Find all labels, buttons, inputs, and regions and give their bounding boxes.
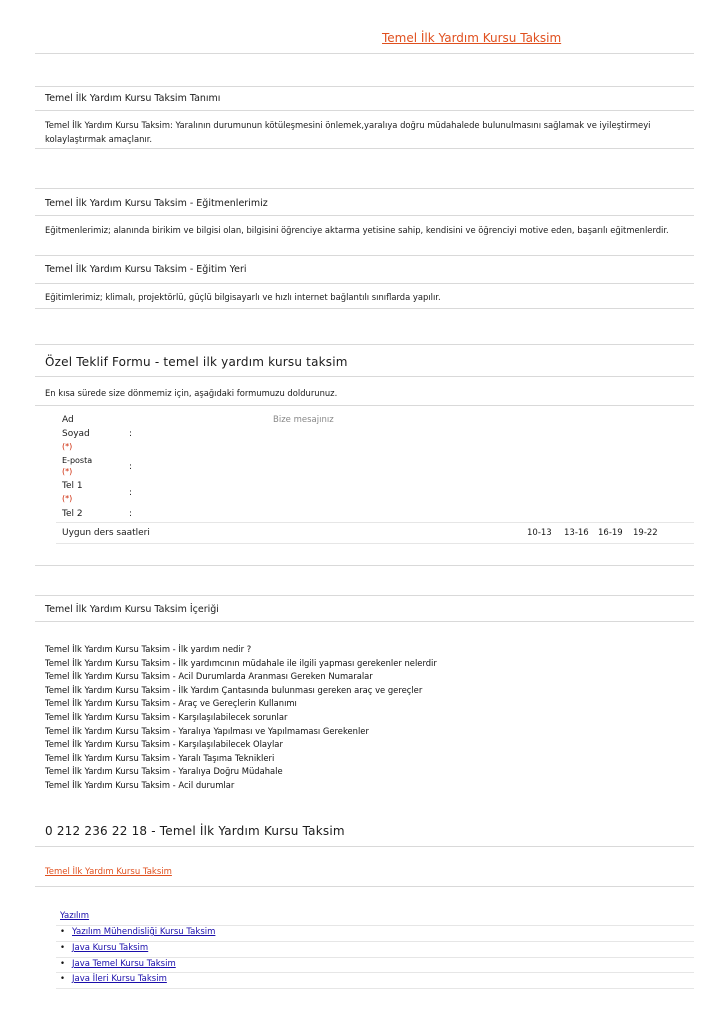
tel1-label: Tel 1 [62, 481, 83, 491]
form-intro: En kısa sürede size dönmemiz için, aşağıdaki formumuzu doldurunuz. [45, 388, 338, 398]
list-item: Temel İlk Yardım Kursu Taksim - Acil Durumlarda Aranması Gereken Numaralar [45, 671, 373, 682]
divider [35, 255, 694, 256]
phone-line: 0 212 236 22 18 - Temel İlk Yardım Kursu Taksim [45, 824, 345, 838]
list-item: Temel İlk Yardım Kursu Taksim - İlk Yardım Çantasında bulunması gereken araç ve gereçler [45, 684, 423, 695]
list-item: Temel İlk Yardım Kursu Taksim - Acil durumlar [45, 779, 235, 790]
tel2-label: Tel 2 [62, 509, 83, 519]
divider [35, 308, 694, 309]
divider [35, 188, 694, 189]
time-slot-option[interactable]: 16-19 [598, 528, 623, 538]
section-text-tanim: Temel İlk Yardım Kursu Taksim: Yaralının durumunun kötüleşmesini önlemek,yaralıya doğru müdahalede bulunulmasını sağlamak ve iyileştirmeyi kolaylaştırmak amaçlanır. [45, 120, 651, 144]
required-mark: (*) [62, 442, 73, 451]
list-item: Temel İlk Yardım Kursu Taksim - Yaralıya Yapılması ve Yapılmaması Gerekenler [45, 725, 369, 736]
divider [35, 405, 694, 406]
footer-link[interactable]: Java İleri Kursu Taksim [72, 974, 167, 984]
category-link-yazilim[interactable]: Yazılım [60, 911, 90, 921]
content-heading: Temel İlk Yardım Kursu Taksim İçeriği [45, 604, 219, 615]
footer-link[interactable]: Java Temel Kursu Taksim [72, 959, 176, 969]
section-heading-egitim-yeri: Temel İlk Yardım Kursu Taksim - Eğitim Yeri [45, 264, 247, 275]
section-heading-egitmenler: Temel İlk Yardım Kursu Taksim - Eğitmenlerimiz [45, 198, 268, 209]
divider [35, 53, 694, 54]
schedule-label: Uygun ders saatleri [62, 528, 150, 538]
section-heading-tanim: Temel İlk Yardım Kursu Taksim Tanımı [45, 93, 221, 104]
divider [56, 543, 694, 544]
section-text-egitmenler: Eğitmenlerimiz; alanında birikim ve bilgisi olan, bilgisini öğrenciye aktarma yetisine sahip, kendisini ve öğrenciyi motive eden, başarılı eğitmenlerdir. [45, 225, 669, 235]
divider [56, 988, 694, 989]
time-slot-option[interactable]: 10-13 [527, 528, 552, 538]
soyad-input[interactable]: : [129, 429, 133, 439]
list-item: Temel İlk Yardım Kursu Taksim - Karşılaşılabilecek sorunlar [45, 711, 288, 722]
divider [35, 565, 694, 566]
bottom-link[interactable]: Temel İlk Yardım Kursu Taksim [45, 867, 172, 877]
soyad-label: Soyad [62, 429, 90, 439]
time-slot-option[interactable]: 19-22 [633, 528, 658, 538]
content-list [45, 643, 437, 793]
divider [35, 283, 694, 284]
divider [35, 86, 694, 87]
divider [56, 972, 694, 973]
divider [56, 941, 694, 942]
bullet: • [60, 974, 66, 984]
divider [56, 925, 694, 926]
list-item: Temel İlk Yardım Kursu Taksim - İlk yardım nedir ? [45, 644, 252, 654]
divider [35, 846, 694, 847]
divider [35, 215, 694, 216]
list-item: Temel İlk Yardım Kursu Taksim - Araç ve Gereçlerin Kullanımı [45, 698, 297, 709]
divider [35, 376, 694, 377]
divider [35, 595, 694, 596]
list-item: Temel İlk Yardım Kursu Taksim - Yaralı Taşıma Teknikleri [45, 752, 275, 763]
list-item: Temel İlk Yardım Kursu Taksim - Karşılaşılabilecek Olaylar [45, 739, 283, 750]
tel2-input[interactable]: : [129, 509, 133, 519]
footer-link[interactable]: Yazılım Mühendisliği Kursu Taksim [72, 927, 216, 937]
divider [35, 886, 694, 887]
page-title-link[interactable]: Temel İlk Yardım Kursu Taksim [382, 31, 562, 45]
bullet: • [60, 959, 66, 969]
required-mark: (*) [62, 494, 73, 503]
list-item: Temel İlk Yardım Kursu Taksim - Yaralıya Doğru Müdahale [45, 766, 283, 777]
divider [35, 110, 694, 111]
bullet: • [60, 943, 66, 953]
divider [35, 621, 694, 622]
eposta-input[interactable]: : [129, 462, 133, 472]
message-textarea[interactable]: Bize mesajınız [273, 415, 334, 425]
ad-label: Ad [62, 415, 74, 425]
eposta-label: E-posta [62, 456, 93, 465]
divider [35, 344, 694, 345]
section-text-egitim-yeri: Eğitimlerimiz; klimalı, projektörlü, güçlü bilgisayarlı ve hızlı internet bağlantılı sınıflarda yapılır. [45, 292, 441, 302]
bullet: • [60, 927, 66, 937]
form-heading: Özel Teklif Formu - temel ilk yardım kursu taksim [45, 355, 348, 369]
time-slot-option[interactable]: 13-16 [564, 528, 589, 538]
divider [56, 957, 694, 958]
divider [35, 148, 694, 149]
tel1-input[interactable]: : [129, 488, 133, 498]
divider [56, 522, 694, 523]
required-mark: (*) [62, 467, 73, 476]
list-item: Temel İlk Yardım Kursu Taksim - İlk yardımcının müdahale ile ilgili yapması gerekenler nelerdir [45, 657, 437, 668]
footer-link[interactable]: Java Kursu Taksim [72, 943, 149, 953]
